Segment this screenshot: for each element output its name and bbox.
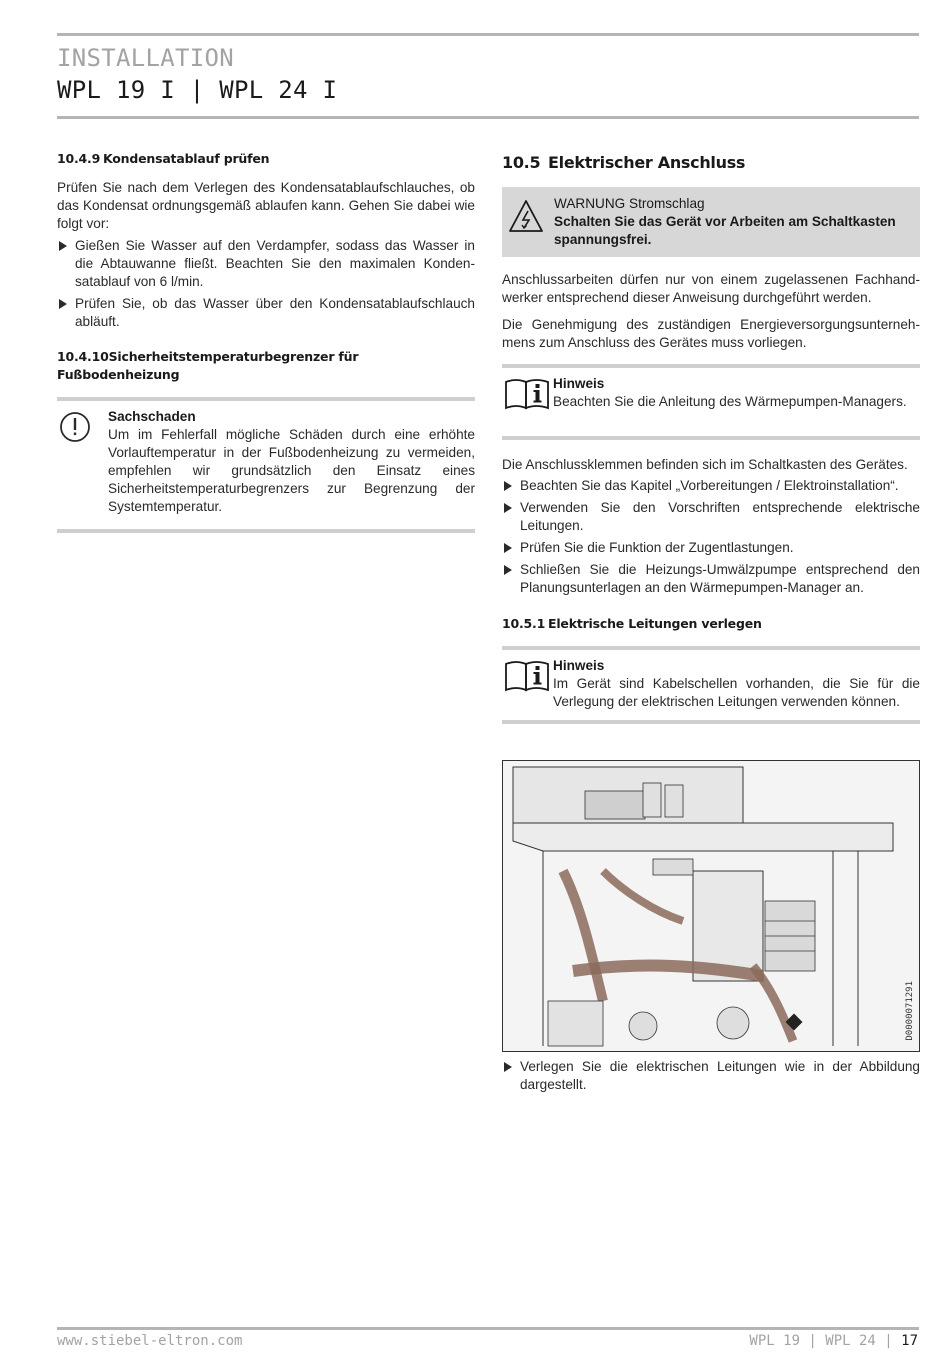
after-figure xyxy=(502,1058,920,1094)
notice-title: Sachschaden xyxy=(108,409,196,424)
top-rule xyxy=(57,33,919,36)
page-number: 17 xyxy=(901,1333,918,1349)
bullet-arrow-icon xyxy=(504,481,512,491)
hint-text: Im Gerät sind Kabelschellen vorhanden, die Sie für die Verlegung der elektrischen Leitungen verwenden können. xyxy=(553,676,920,709)
hint-rule-bottom xyxy=(502,720,920,724)
left-column xyxy=(57,150,475,533)
intro-paragraph: Prüfen Sie nach dem Verlegen des Kondensatablaufschlauches, ob das Kondensat ordnungsgemäß ablaufen kann. Gehen Sie dabei wie folgt vor: xyxy=(57,180,475,231)
header-rule xyxy=(57,116,919,119)
figure-code: D0000071291 xyxy=(905,981,915,1041)
heading-number: 10.5.1 xyxy=(502,616,546,631)
bullet-arrow-icon xyxy=(59,299,67,309)
heading-number: 10.4.10 xyxy=(57,349,109,364)
installation-figure xyxy=(502,760,920,1052)
notice-sachschaden xyxy=(57,397,475,533)
bullet-arrow-icon xyxy=(504,543,512,553)
heading-number: 10.5 xyxy=(502,153,541,172)
heading-number: 10.4.9 xyxy=(57,151,101,166)
hint-box-2 xyxy=(502,646,920,724)
list-item: Prüfen Sie die Funktion der Zugentlastungen. xyxy=(502,539,920,557)
heading-elektrischer-anschluss xyxy=(502,154,920,172)
bullet-arrow-icon xyxy=(504,503,512,513)
list-item: Beachten Sie das Kapitel „Vorbereitungen / Elektroinstallation“. xyxy=(502,477,920,495)
hint-box-1 xyxy=(502,364,920,440)
heading-sicherheitstemperaturbegrenzer xyxy=(57,348,475,384)
notice-rule-bottom xyxy=(57,529,475,533)
notice-rule-top xyxy=(57,397,475,401)
hint-rule-top xyxy=(502,364,920,368)
electric-hazard-icon xyxy=(508,199,544,233)
hint-rule-bottom xyxy=(502,436,920,440)
heading-leitungen-verlegen xyxy=(502,615,920,633)
list-item: Verlegen Sie die elektrischen Leitungen wie in der Abbildung dargestellt. xyxy=(502,1058,920,1094)
bullet-arrow-icon xyxy=(504,565,512,575)
paragraph-genehmigung: Die Genehmigung des zuständigen Energieversorgungsunternehmens zum Anschluss des Gerätes muss vorliegen. xyxy=(502,317,920,350)
list-item: Verwenden Sie den Vorschriften entsprechende elektrische Leitungen. xyxy=(502,499,920,535)
heading-text: Kondensatablauf prüfen xyxy=(103,151,270,166)
list-item: Gießen Sie Wasser auf den Verdampfer, sodass das Wasser in die Abtauwanne fließt. Beachten Sie den maximalen Kondensatablauf von 6 l/min. xyxy=(57,237,475,291)
info-book-icon xyxy=(504,376,550,410)
hint-title: Hinweis xyxy=(553,658,605,673)
warning-box xyxy=(502,187,920,257)
heading-text: Sicherheitstemperaturbegrenzer für Fußbodenheizung xyxy=(57,349,359,382)
heading-text: Elektrischer Anschluss xyxy=(548,153,746,172)
notice-text: Um im Fehlerfall mögliche Schäden durch eine erhöhte Vorlauftemperatur in der Fußbodenheizung zu vermeiden, empfehlen wir grundsätzlich den Einsatz eines Sicherheitstemperaturbegrenzers zur Begrenzung der Systemtemperatur. xyxy=(108,427,475,514)
footer-page-info xyxy=(749,1333,918,1349)
footer-url: www.stiebel-eltron.com xyxy=(57,1333,243,1349)
wiring-illustration xyxy=(503,761,919,1051)
right-column xyxy=(502,150,920,724)
bullet-arrow-icon xyxy=(504,1062,512,1072)
list-item: Schließen Sie die Heizungs-Umwälzpumpe entsprechend den Planungsunterlagen an den Wärmepumpen-Manager an. xyxy=(502,561,920,597)
info-book-icon xyxy=(504,658,550,692)
hint-text: Beachten Sie die Anleitung des Wärmepumpen-Managers. xyxy=(553,394,907,409)
header-model-title: WPL 19 I | WPL 24 I xyxy=(57,76,338,104)
footer-models: WPL 19 | WPL 24 | xyxy=(749,1333,902,1349)
hint-title: Hinweis xyxy=(553,376,605,391)
paragraph-anschlussarbeiten: Anschlussarbeiten dürfen nur von einem zugelassenen Fachhandwerker entsprechend dieser Anweisung durchgeführt werden. xyxy=(502,272,920,305)
footer-rule xyxy=(57,1327,919,1330)
paragraph-anschlussklemmen: Die Anschlussklemmen befinden sich im Schaltkasten des Gerätes. xyxy=(502,457,908,472)
bullet-arrow-icon xyxy=(59,241,67,251)
warning-text: Schalten Sie das Gerät vor Arbeiten am Schaltkasten spannungsfrei. xyxy=(554,214,896,247)
heading-text: Elektrische Leitungen verlegen xyxy=(548,616,762,631)
header-section-title: INSTALLATION xyxy=(57,44,234,72)
hint-rule-top xyxy=(502,646,920,650)
warning-title: WARNUNG Stromschlag xyxy=(554,196,705,211)
exclamation-circle-icon xyxy=(59,411,91,443)
heading-kondensatablauf xyxy=(57,150,475,168)
list-item: Prüfen Sie, ob das Wasser über den Kondensatablaufschlauch abläuft. xyxy=(57,295,475,331)
